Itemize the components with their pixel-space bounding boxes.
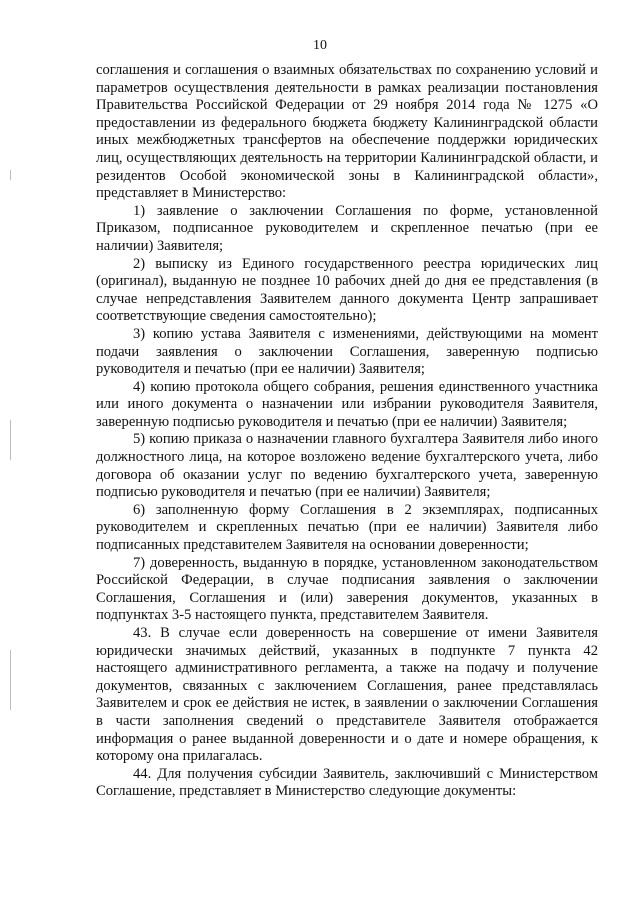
- list-item-1: 1) заявление о заключении Соглашения по форме, установленной Приказом, подписанное руководителем и скрепленное печатью (при ее наличии) Заявителя;: [96, 202, 598, 254]
- page-number: 10: [313, 38, 327, 53]
- scan-margin-mark: [10, 170, 11, 180]
- list-item-4: 4) копию протокола общего собрания, решения единственного участника или иного документа о назначении или избрании руководителя Заявителя, заверенную подписью руководителя и печатью (при ее наличии) Заявителя;: [96, 378, 598, 430]
- scan-margin-mark: [10, 650, 11, 710]
- paragraph-43: 43. В случае если доверенность на совершение от имени Заявителя юридически значимых действий, указанных в подпункте 7 пункта 42 настоящего административного регламента, а также на подачу и получение документов, связанных с заключением Соглашения, ранее представлялась Заявителем и срок ее действия не истек, в заявлении о заключении Соглашения в части заполнения сведений о представителе Заявителя отображается информация о ранее выданной доверенности и о дате и номере обращения, к которому она прилагалась.: [96, 625, 598, 765]
- document-body: [96, 62, 598, 801]
- list-item-2: 2) выписку из Единого государственного реестра юридических лиц (оригинал), выданную не позднее 10 рабочих дней до дня ее представления (в случае непредставления Заявителем данного документа Центр запрашивает соответствующие сведения самостоятельно);: [96, 255, 598, 325]
- list-item-3: 3) копию устава Заявителя с изменениями, действующими на момент подачи заявления о заключении Соглашения, заверенную подписью руководителя и печатью (при ее наличии) Заявителя;: [96, 325, 598, 378]
- list-item-6: 6) заполненную форму Соглашения в 2 экземплярах, подписанных руководителем и скрепленных печатью (при ее наличии) Заявителя либо подписанных представителем Заявителя на основании доверенности;: [96, 501, 598, 554]
- list-item-7: 7) доверенность, выданную в порядке, установленном законодательством Российской Федерации, в случае подписания заявления о заключении Соглашения, Соглашения и (или) заверения документов, указанных в подпунктах 3-5 настоящего пункта, представителем Заявителя.: [96, 554, 598, 624]
- paragraph-intro: соглашения и соглашения о взаимных обязательствах по сохранению условий и параметров осуществления деятельности в рамках реализации постановления Правительства Российской Федерации от 29 ноября 2014 года № 1275 «О предоставлении из федерального бюджета бюджету Калининградской области иных межбюджетных трансфертов на обеспечение поддержки юридических лиц, осуществляющих деятельность на территории Калининградской области, и резидентов Особой экономической зоны в Калининградской области», представляет в Министерство:: [96, 62, 598, 202]
- scan-margin-mark: [10, 420, 11, 460]
- paragraph-44: 44. Для получения субсидии Заявитель, заключивший с Министерством Соглашение, представляет в Министерство следующие документы:: [96, 765, 598, 800]
- list-item-5: 5) копию приказа о назначении главного бухгалтера Заявителя либо иного должностного лица, на которое возложено ведение бухгалтерского учета, либо договора об оказании услуг по ведению бухгалтерского учета, заверенную подписью руководителя и печатью (при ее наличии) Заявителя;: [96, 431, 598, 501]
